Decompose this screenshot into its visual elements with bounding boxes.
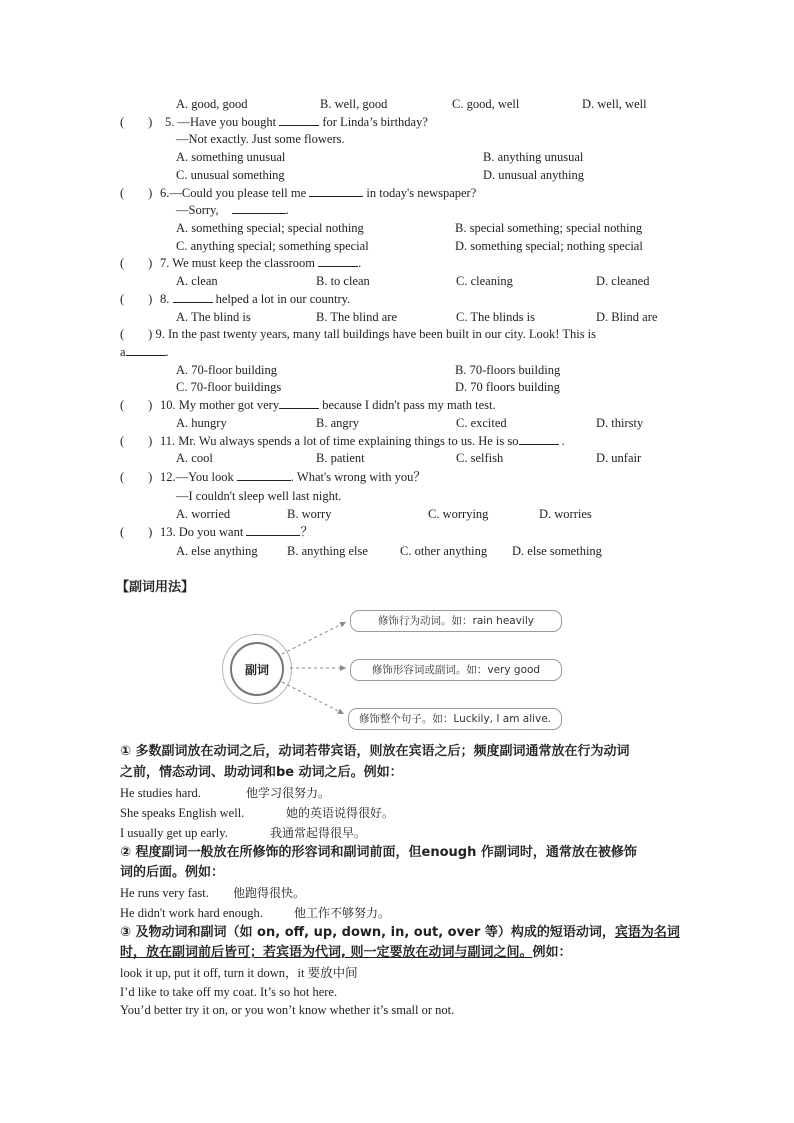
q8-option-b: B. The blind are: [316, 310, 397, 324]
rule2-line2: 词的后面。例如：: [120, 865, 225, 880]
q6-option-a: A. something special; special nothing: [176, 221, 364, 235]
q4-option-a: A. good, good: [176, 97, 248, 111]
q12-option-a: A. worried: [176, 507, 231, 521]
rule3-line1-text: ③ 及物动词和副词（如 on, off, up, down, in, out, over 等）构成的短语动词，: [120, 925, 615, 940]
rule1-example-2: [120, 805, 395, 821]
q13-option-c: C. other anything: [400, 544, 488, 558]
q10-blank: [279, 397, 319, 409]
q9-stem: ( ) 9. In the past twenty years, many tall buildings have been built in our city. Look! This is: [120, 327, 597, 341]
q9-option-c: C. 70-floor buildings: [176, 380, 282, 394]
q13-stem-post: ？: [300, 525, 313, 539]
q7-stem: 7. We must keep the classroom .: [160, 256, 362, 270]
rule1-example-1: [120, 785, 331, 801]
q4-option-d: D. well, well: [582, 97, 647, 111]
q6-reply: —Sorry, .: [176, 203, 289, 217]
q7-option-b: B. to clean: [316, 274, 370, 288]
q13-option-b: B. anything else: [287, 544, 368, 558]
q9-cont-text: a: [120, 345, 126, 359]
example-cn: 他工作不够努力。: [294, 906, 391, 920]
rule3-line2-text: 例如：: [532, 945, 572, 960]
q6-stem-pre: 6.—Could you please tell me: [160, 186, 307, 200]
q6-option-c: C. anything special; something special: [176, 239, 369, 253]
q8-blank: [173, 291, 213, 303]
rule1-line2: 之前，情态动词、助动词和be 动词之后。例如：: [120, 765, 403, 780]
rule3-line1: [120, 925, 680, 941]
q8-option-a: A. The blind is: [176, 310, 251, 324]
connector-line-3: [282, 682, 344, 714]
example-en: I usually get up early.: [120, 826, 228, 840]
q9-option-b: B. 70-floors building: [455, 363, 561, 377]
q11-blank: [519, 433, 559, 445]
q10-option-a: A. hungry: [176, 416, 227, 430]
rule2-line1: ② 程度副词一般放在所修饰的形容词和副词前面，但enough 作副词时，通常放在被修饰: [120, 845, 637, 860]
q10-option-b: B. angry: [316, 416, 360, 430]
connector-line-1: [282, 622, 346, 654]
example-en: He runs very fast.: [120, 886, 209, 900]
example-en: She speaks English well.: [120, 806, 245, 820]
q5-option-b: B. anything unusual: [483, 150, 584, 164]
q13-blank: [246, 524, 300, 536]
q13-option-a: A. else anything: [176, 544, 258, 558]
q12-option-c: C. worrying: [428, 507, 489, 521]
diagram-center-label: 副词: [244, 662, 269, 677]
q12-stem-post: . What's wrong with you？: [290, 470, 426, 484]
example-cn: 我通常起得很早。: [270, 826, 367, 840]
rule3-line2-underlined: 时，放在副词前后皆可；若宾语为代词, 则一定要放在动词与副词之间。: [120, 945, 533, 960]
q6-option-b: B. special something; special nothing: [455, 221, 643, 235]
q12-answer-bracket: ( ): [120, 470, 153, 484]
q5-option-a: A. something unusual: [176, 150, 286, 164]
q11-option-c: C. selfish: [456, 451, 504, 465]
q6-reply-blank: [232, 202, 286, 214]
q6-stem-post: in today's newspaper?: [366, 186, 477, 200]
q11-option-d: D. unfair: [596, 451, 642, 465]
q7-option-a: A. clean: [176, 274, 218, 288]
q12-option-d: D. worries: [539, 507, 592, 521]
q10-option-d: D. thirsty: [596, 416, 644, 430]
q10-stem: [160, 397, 496, 413]
example-en: He didn't work hard enough.: [120, 906, 263, 920]
q12-option-b: B. worry: [287, 507, 332, 521]
q8-option-c: C. The blinds is: [456, 310, 535, 324]
rule3-example-1: look it up, put it off, turn it down，it 要放中间: [120, 966, 358, 980]
diagram-box-adj-adv: 修饰形容词或副词。如：very good: [350, 659, 562, 681]
rule1-line1: ① 多数副词放在动词之后，动词若带宾语，则放在宾语之后；频度副词通常放在行为动词: [120, 744, 630, 759]
q10-answer-bracket: ( ): [120, 398, 153, 412]
q12-blank: [237, 469, 291, 481]
q12-stem-pre: 12.—You look: [160, 470, 234, 484]
q12-stem: [160, 469, 426, 485]
q11-option-b: B. patient: [316, 451, 365, 465]
q8-num: 8.: [160, 292, 170, 306]
rule2-example-1: [120, 885, 306, 901]
example-cn: 她的英语说得很好。: [286, 806, 395, 820]
q5-answer-bracket: ( ): [120, 115, 153, 129]
q10-stem-post: because I didn't pass my math test.: [322, 398, 496, 412]
q11-answer-bracket: ( ): [120, 434, 153, 448]
q7-option-d: D. cleaned: [596, 274, 650, 288]
q8-stem-post: helped a lot in our country.: [215, 292, 351, 306]
rule3-line1-underlined: 宾语为名词: [614, 925, 680, 940]
q9-stem-cont: a .: [120, 345, 169, 359]
q5-option-c: C. unusual something: [176, 168, 285, 182]
section-title: 【副词用法】: [116, 580, 195, 595]
q11-option-a: A. cool: [176, 451, 213, 465]
q6-stem: [160, 185, 476, 201]
q5-stem-post: for Linda’s birthday?: [322, 115, 428, 129]
rule3-line2: [120, 945, 571, 961]
q8-answer-bracket: ( ): [120, 292, 153, 306]
q8-stem: [160, 291, 350, 307]
q10-stem-pre: 10. My mother got very: [160, 398, 280, 412]
q7-answer-bracket: ( ): [120, 256, 153, 270]
q13-stem-pre: 13. Do you want: [160, 525, 244, 539]
diagram-center-node: [230, 642, 284, 696]
q4-option-c: C. good, well: [452, 97, 520, 111]
q11-stem-text: 11. Mr. Wu always spends a lot of time explaining things to us. He is so: [160, 434, 519, 448]
rule3-example-3: You’d better try it on, or you won’t know whether it’s small or not.: [120, 1003, 455, 1017]
q11-stem: 11. Mr. Wu always spends a lot of time explaining things to us. He is so .: [160, 434, 565, 448]
q12-reply: —I couldn't sleep well last night.: [176, 489, 342, 503]
q5-reply: —Not exactly. Just some flowers.: [176, 132, 345, 146]
q8-option-d: D. Blind are: [596, 310, 658, 324]
q5-option-d: D. unusual anything: [483, 168, 585, 182]
q4-option-b: B. well, good: [320, 97, 388, 111]
example-en: He studies hard.: [120, 786, 201, 800]
q10-option-c: C. excited: [456, 416, 507, 430]
rule2-example-2: [120, 905, 391, 921]
diagram-box-verb: 修饰行为动词。如：rain heavily: [350, 610, 562, 632]
q7-option-c: C. cleaning: [456, 274, 513, 288]
q9-stem-text: 9. In the past twenty years, many tall buildings have been built in our city. Look! This is: [155, 327, 597, 341]
q7-blank: [318, 255, 358, 267]
q9-option-a: A. 70-floor building: [176, 363, 278, 377]
q5-stem: [165, 114, 428, 130]
q13-option-d: D. else something: [512, 544, 602, 558]
q9-option-d: D. 70 floors building: [455, 380, 560, 394]
q6-answer-bracket: ( ): [120, 186, 153, 200]
q7-stem-text: 7. We must keep the classroom: [160, 256, 315, 270]
q5-stem-pre: 5. —Have you bought: [165, 115, 277, 129]
rule3-example-2: I’d like to take off my coat. It’s so hot here.: [120, 985, 338, 999]
q6-blank: [309, 185, 363, 197]
q6-reply-text: —Sorry,: [176, 203, 219, 217]
example-cn: 他学习很努力。: [246, 786, 331, 800]
diagram-box-sentence: 修饰整个句子。如：Luckily, I am alive.: [348, 708, 562, 730]
q13-answer-bracket: ( ): [120, 525, 153, 539]
rule1-example-3: [120, 825, 367, 841]
q5-blank: [279, 114, 319, 126]
q9-blank: [126, 344, 166, 356]
example-cn: 他跑得很快。: [233, 886, 306, 900]
q6-option-d: D. something special; nothing special: [455, 239, 643, 253]
q13-stem: [160, 524, 313, 540]
